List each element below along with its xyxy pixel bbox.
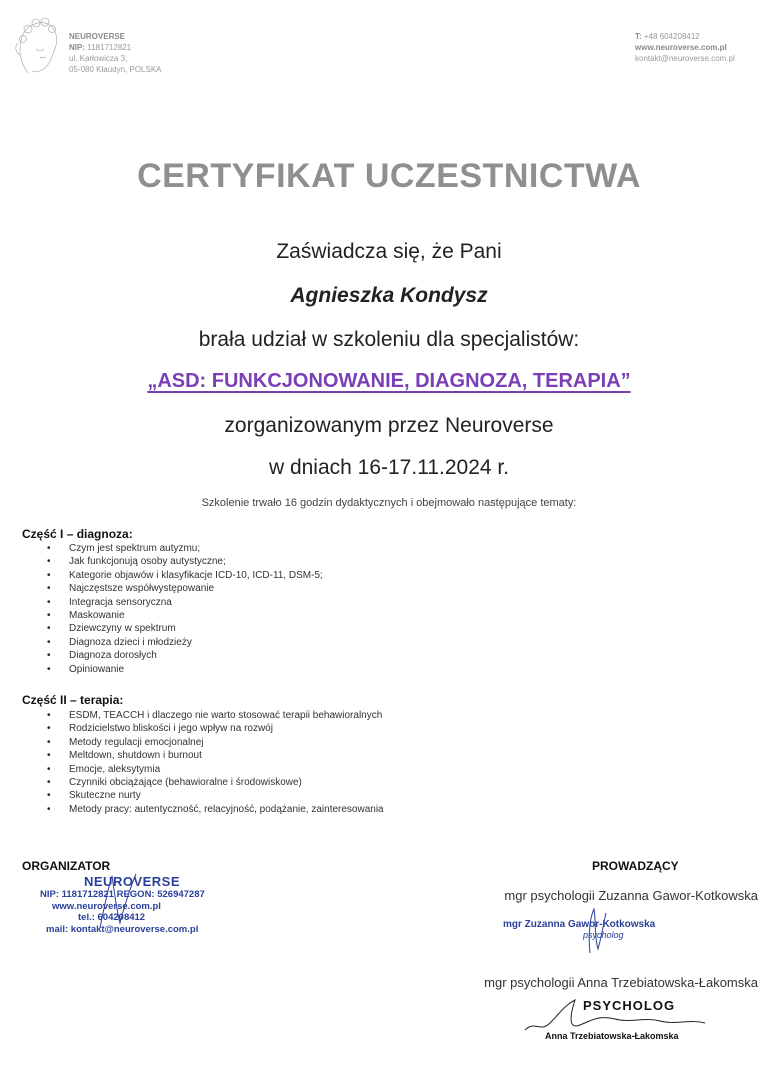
list-item: • Czym jest spektrum autyzmu; bbox=[47, 542, 323, 555]
company-contact-block: T: +48 604208412 www.neuroverse.com.pl kontakt@neuroverse.com.pl bbox=[635, 32, 735, 63]
participant-name: Agnieszka Kondysz bbox=[290, 284, 488, 307]
trainer1-signature bbox=[560, 905, 620, 955]
city: 05-080 Kłaudyn, POLSKA bbox=[69, 65, 162, 74]
stamp-company-name: NEUROVERSE bbox=[84, 874, 181, 889]
list-item: • Kategorie objawów i klasyfikacje ICD-10, ICD-11, DSM-5; bbox=[47, 569, 323, 582]
course-title: „ASD: FUNKCJONOWANIE, DIAGNOZA, TERAPIA” bbox=[147, 370, 631, 392]
list-item: • Meltdown, shutdown i burnout bbox=[47, 749, 384, 762]
part1-title: Część I – diagnoza: bbox=[22, 527, 133, 541]
trainer2-name: mgr psychologii Anna Trzebiatowska-Łakomska bbox=[484, 975, 758, 990]
list-item: • Jak funkcjonują osoby autystyczne; bbox=[47, 555, 323, 568]
trainer2-stamp-name: Anna Trzebiatowska-Łakomska bbox=[545, 1031, 679, 1041]
certificate-title: CERTYFIKAT UCZESTNICTWA bbox=[137, 157, 641, 195]
organizer-text: zorganizowanym przez Neuroverse bbox=[224, 414, 554, 437]
part1-topic-list bbox=[47, 542, 323, 676]
list-item: • Integracja sensoryczna bbox=[47, 596, 323, 609]
list-item: • Najczęstsze współwystępowanie bbox=[47, 582, 323, 595]
part2-topic-list bbox=[47, 709, 384, 816]
trainer1-name: mgr psychologii Zuzanna Gawor-Kotkowska bbox=[504, 888, 758, 903]
list-item: • Rodzicielstwo bliskości i jego wpływ na rozwój bbox=[47, 722, 384, 735]
trainer2-signature bbox=[520, 995, 710, 1040]
organizer-label: ORGANIZATOR bbox=[22, 859, 111, 873]
list-item: • Opiniowanie bbox=[47, 663, 323, 676]
list-item: • Metody pracy: autentyczność, relacyjność, podążanie, zainteresowania bbox=[47, 803, 384, 816]
trainer1-stamp-name: mgr Zuzanna Gawor-Kotkowska bbox=[503, 919, 656, 930]
list-item: • Skuteczne nurty bbox=[47, 789, 384, 802]
part2-title: Część II – terapia: bbox=[22, 693, 124, 707]
stamp-web: www.neuroverse.com.pl bbox=[52, 900, 161, 912]
list-item: • Diagnoza dzieci i młodzieży bbox=[47, 636, 323, 649]
website-link[interactable]: www.neuroverse.com.pl bbox=[635, 43, 727, 52]
email-link[interactable]: kontakt@neuroverse.com.pl bbox=[635, 54, 735, 63]
nip-value: 1181712821 bbox=[87, 43, 132, 52]
list-item: • Metody regulacji emocjonalnej bbox=[47, 736, 384, 749]
list-item: • Czynniki obciążające (behawioralne i środowiskowe) bbox=[47, 776, 384, 789]
neuroverse-logo bbox=[10, 13, 62, 79]
trainer-label: PROWADZĄCY bbox=[592, 859, 679, 873]
attestation-text: Zaświadcza się, że Pani bbox=[276, 240, 502, 263]
list-item: • Emocje, aleksytymia bbox=[47, 763, 384, 776]
participation-text: brała udział w szkoleniu dla specjalistów: bbox=[198, 328, 580, 351]
stamp-tel: tel.: 604208412 bbox=[78, 912, 146, 923]
company-name: NEUROVERSE bbox=[69, 32, 126, 41]
trainer2-stamp-title: PSYCHOLOG bbox=[583, 998, 676, 1013]
stamp-ids: NIP: 1181712821 REGON: 526947287 bbox=[40, 889, 205, 900]
course-summary: Szkolenie trwało 16 godzin dydaktycznych i obejmowało następujące tematy: bbox=[201, 497, 577, 509]
organizer-signature bbox=[90, 868, 150, 938]
list-item: • Diagnoza dorosłych bbox=[47, 649, 323, 662]
list-item: • Dziewczyny w spektrum bbox=[47, 622, 323, 635]
stamp-mail: mail: kontakt@neuroverse.com.pl bbox=[46, 923, 199, 935]
street: ul. Karłowicza 3, bbox=[69, 54, 128, 63]
list-item: • Maskowanie bbox=[47, 609, 323, 622]
trainer1-stamp-sub: psycholog bbox=[583, 930, 624, 940]
phone-value: +48 604208412 bbox=[643, 32, 700, 41]
company-address-block: NEUROVERSE NIP: 1181712821 ul. Karłowicza 3, 05-080 Kłaudyn, POLSKA bbox=[69, 32, 162, 74]
course-dates: w dniach 16-17.11.2024 r. bbox=[268, 456, 510, 479]
list-item: • ESDM, TEACCH i dlaczego nie warto stosować terapii behawioralnych bbox=[47, 709, 384, 722]
